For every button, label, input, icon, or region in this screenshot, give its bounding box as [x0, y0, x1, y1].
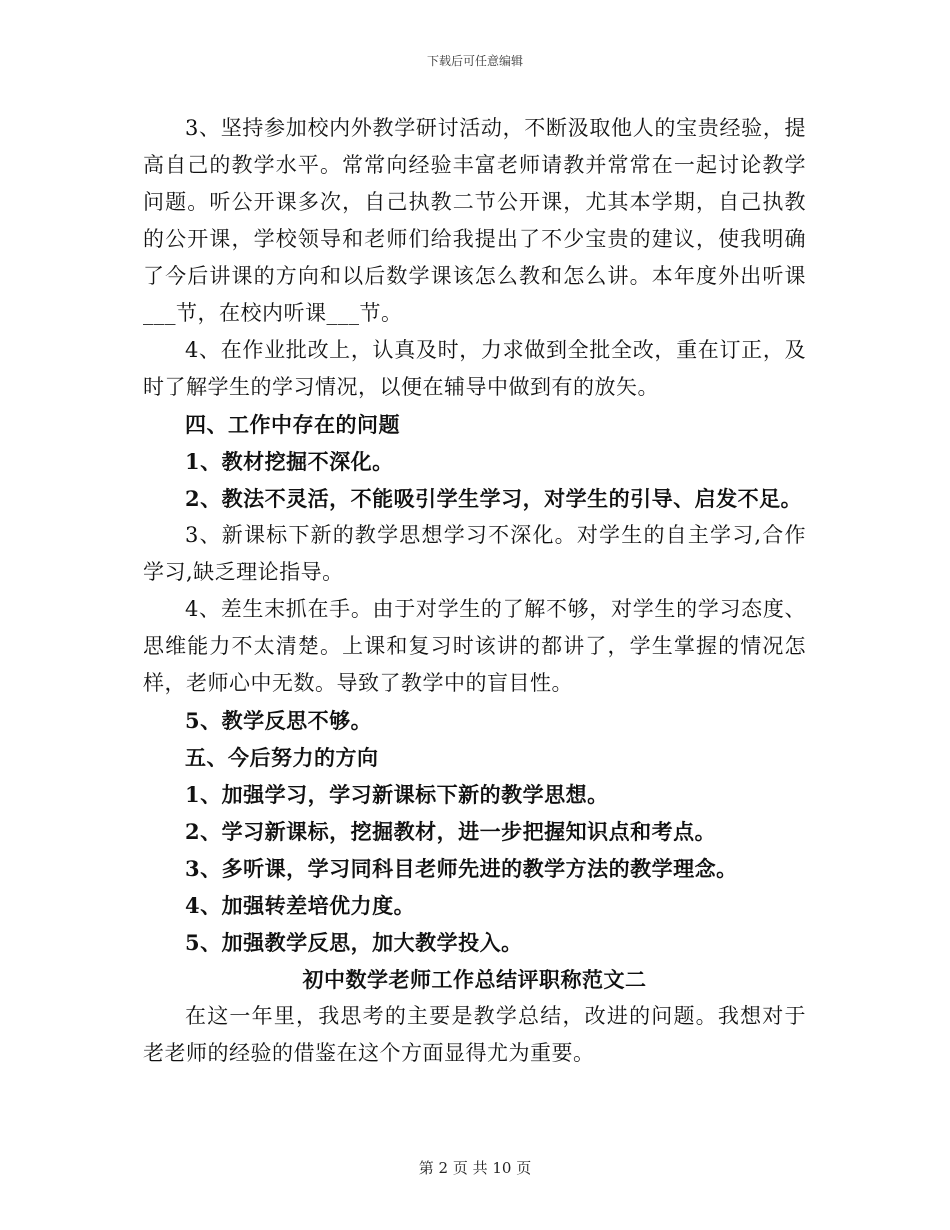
- direction-item-5: 5、加强教学反思，加大教学投入。: [185, 930, 523, 955]
- problem-item-4: 4、差生末抓在手。由于对学生的了解不够，对学生的学习态度、思维能力不太清楚。上课和复习时该讲的都讲了，学生掌握的情况怎样，老师心中无数。导致了教学中的盲目性。: [143, 597, 806, 695]
- problem-item-2: 2、教法不灵活，不能吸引学生学习，对学生的引导、启发不足。: [185, 486, 803, 511]
- document-body: [143, 110, 806, 1072]
- direction-item-1: 1、加强学习，学习新课标下新的教学思想。: [185, 782, 609, 807]
- paragraph-intro-two: 在这一年里，我思考的主要是教学总结，改进的问题。我想对于老老师的经验的借鉴在这个方面显得尤为重要。: [143, 1004, 806, 1065]
- section-heading-problems: 四、工作中存在的问题: [185, 412, 400, 437]
- article-title-two: 初中数学老师工作总结评职称范文二: [302, 967, 647, 992]
- section-heading-directions: 五、今后努力的方向: [185, 745, 379, 770]
- direction-item-2: 2、学习新课标，挖掘教材，进一步把握知识点和考点。: [185, 819, 717, 844]
- problem-item-1: 1、教材挖掘不深化。: [185, 449, 394, 474]
- direction-item-3: 3、多听课，学习同科目老师先进的教学方法的教学理念。: [185, 856, 738, 881]
- page-footer: 第 2 页 共 10 页: [418, 1159, 532, 1177]
- problem-item-3: 3、新课标下新的教学思想学习不深化。对学生的自主学习,合作学习,缺乏理论指导。: [143, 523, 806, 584]
- paragraph-observation-teaching: 3、坚持参加校内外教学研讨活动，不断汲取他人的宝贵经验，提高自己的教学水平。常常向经验丰富老师请教并常常在一起讨论教学问题。听公开课多次，自己执教二节公开课，尤其本学期，自己执教的公开课，学校领导和老师们给我提出了不少宝贵的建议，使我明确了今后讲课的方向和以后数学课该怎么教和怎么讲。本年度外出听课___节，在校内听课___节。: [143, 116, 806, 325]
- paragraph-homework-correction: 4、在作业批改上，认真及时，力求做到全批全改，重在订正，及时了解学生的学习情况，以便在辅导中做到有的放矢。: [143, 338, 806, 399]
- problem-item-5: 5、教学反思不够。: [185, 708, 373, 733]
- direction-item-4: 4、加强转差培优力度。: [185, 893, 416, 918]
- page-header: 下载后可任意编辑: [426, 54, 523, 68]
